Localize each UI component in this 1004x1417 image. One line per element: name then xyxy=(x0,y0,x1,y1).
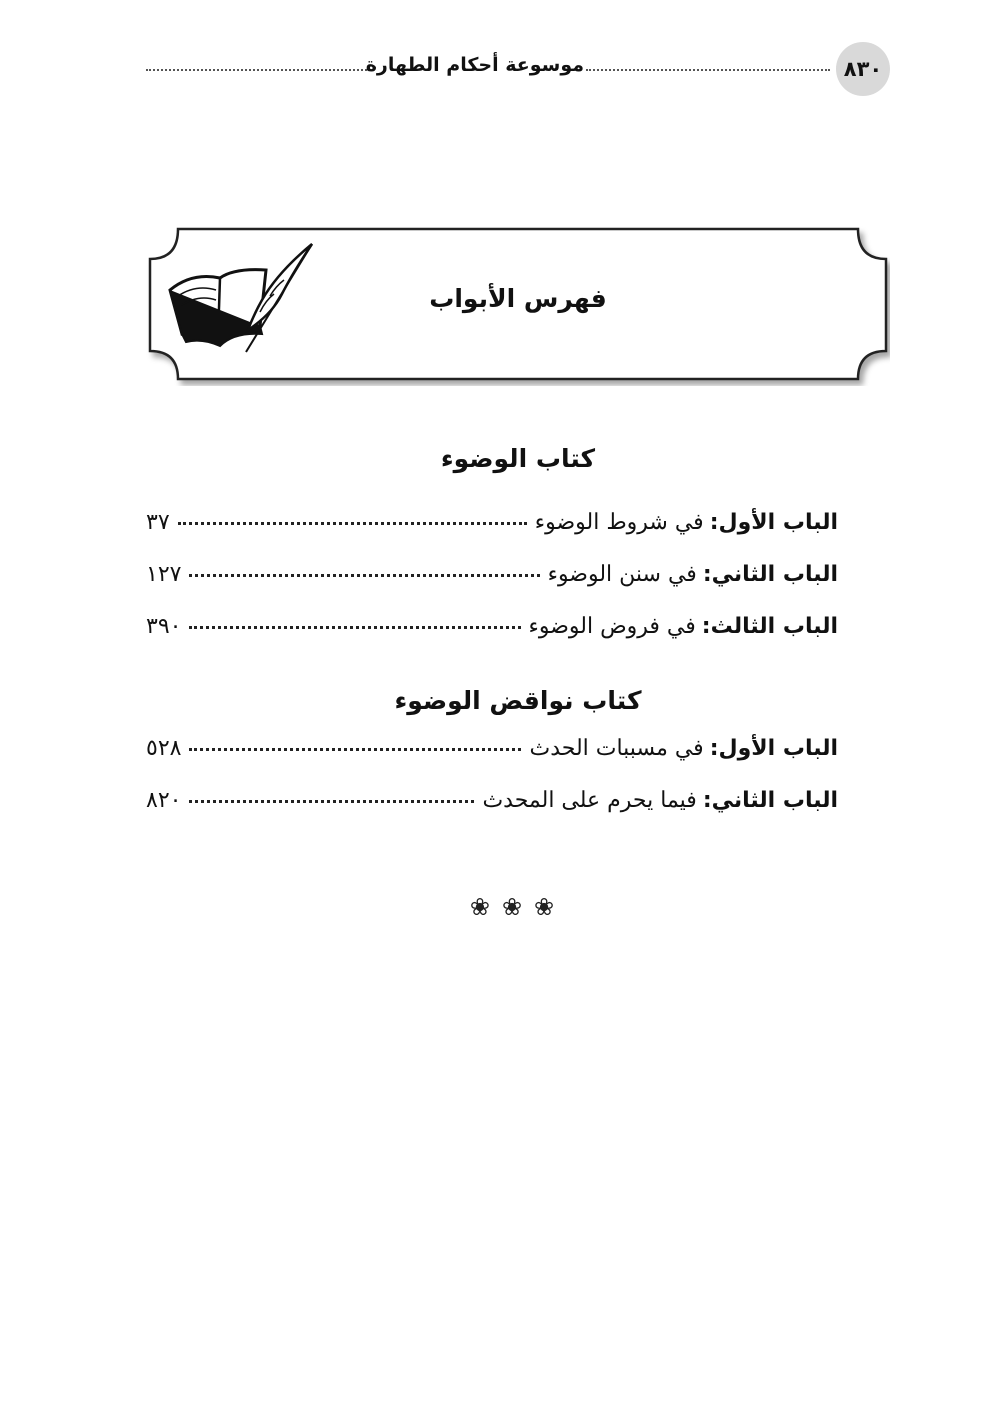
entry-text: في مسببات الحدث xyxy=(529,736,704,761)
toc-entry[interactable] xyxy=(146,510,838,550)
dot-leader xyxy=(189,574,539,577)
header-dotted-rule-left xyxy=(146,69,374,71)
dot-leader xyxy=(189,800,474,803)
section-heading-nullifiers: كتاب نواقض الوضوء xyxy=(394,686,642,715)
entry-page-number: ١٢٧ xyxy=(146,562,182,587)
dot-leader xyxy=(178,522,527,525)
dot-leader xyxy=(189,748,521,751)
entry-label: الباب الأول: xyxy=(709,510,838,535)
entry-page-number: ٥٢٨ xyxy=(146,736,182,761)
section-heading-wudu: كتاب الوضوء xyxy=(440,444,596,473)
page-number: ٨٣٠ xyxy=(836,42,890,96)
entry-text: في سنن الوضوء xyxy=(547,562,697,587)
flower-ornaments-icon: ❀❀❀ xyxy=(469,893,567,921)
entry-label: الباب الثاني: xyxy=(702,788,838,813)
entry-label: الباب الثالث: xyxy=(701,614,838,639)
dot-leader xyxy=(189,626,520,629)
entry-page-number: ٨٢٠ xyxy=(146,788,182,813)
toc-entry[interactable] xyxy=(146,736,838,776)
index-title: فهرس الأبواب xyxy=(429,284,607,313)
toc-entry[interactable] xyxy=(146,788,838,828)
entry-page-number: ٣٩٠ xyxy=(146,614,182,639)
entry-text: فيما يحرم على المحدث xyxy=(482,788,697,813)
entry-text: في فروض الوضوء xyxy=(528,614,696,639)
running-header xyxy=(146,42,890,98)
entry-label: الباب الأول: xyxy=(709,736,838,761)
toc-entry[interactable] xyxy=(146,562,838,602)
book-title: موسوعة أحكام الطهارة xyxy=(365,54,584,76)
entry-label: الباب الثاني: xyxy=(702,562,838,587)
index-title-banner xyxy=(146,226,890,386)
entry-page-number: ٣٧ xyxy=(146,510,170,535)
toc-entry[interactable] xyxy=(146,614,838,654)
entry-text: في شروط الوضوء xyxy=(534,510,704,535)
header-dotted-rule-right xyxy=(586,69,830,71)
